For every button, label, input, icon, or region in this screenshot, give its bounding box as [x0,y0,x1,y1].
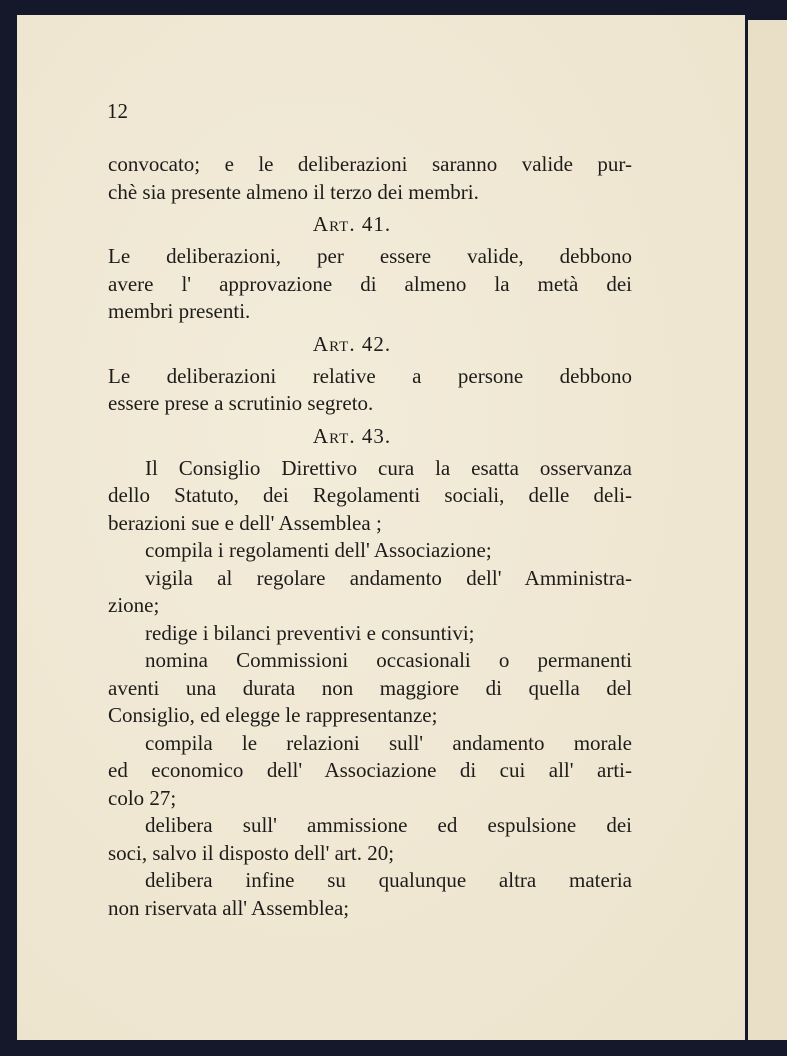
text-line: chè sia presente almeno il terzo dei membri. [108,179,479,204]
article-heading: Art. 43. [312,423,392,448]
text-line: nomina Commissioni occasionali o permanenti [145,648,632,672]
text-line: ed economico dell' Associazione di cui all' arti- [108,758,632,782]
text-line: delibera infine su qualunque altra materia [145,868,632,892]
text-line: convocato; e le deliberazioni saranno valide pur- [108,152,632,176]
article-heading: Art. 41. [312,212,392,236]
text-line: compila le relazioni sull' andamento morale [145,730,632,755]
text-line: essere prese a scrutinio segreto. [108,391,374,415]
text-line: redige i bilanci preventivi e consuntivi; [145,620,475,645]
text-line: Le deliberazioni, per essere valide, debbono [108,244,632,268]
text-line: non riservata all' Assemblea; [108,895,350,920]
text-line: berazioni sue e dell' Assemblea ; [108,510,382,535]
text-line: colo 27; [108,785,177,810]
text-line: vigila al regolare andamento dell' Amministra- [145,565,632,590]
body-text [108,151,632,922]
text-line: delibera sull' ammissione ed espulsione dei [145,813,632,837]
text-line: avere l' approvazione di almeno la metà dei [108,271,632,296]
article-heading: Art. 42. [312,331,392,356]
text-line: membri presenti. [108,299,251,323]
text-line: Il Consiglio Direttivo cura la esatta osservanza [145,455,632,480]
text-line: Le deliberazioni relative a persone debbono [108,363,632,388]
adjacent-page-edge [748,20,787,1040]
text-line: Consiglio, ed elegge le rappresentanze; [108,703,438,727]
text-line: zione; [108,593,160,617]
text-line: soci, salvo il disposto dell' art. 20; [108,840,395,865]
page-number: 12 [107,99,128,123]
text-line: compila i regolamenti dell' Associazione; [145,538,492,562]
text-line: aventi una durata non maggiore di quella del [108,675,632,700]
text-line: dello Statuto, dei Regolamenti sociali, delle deli- [108,483,632,507]
